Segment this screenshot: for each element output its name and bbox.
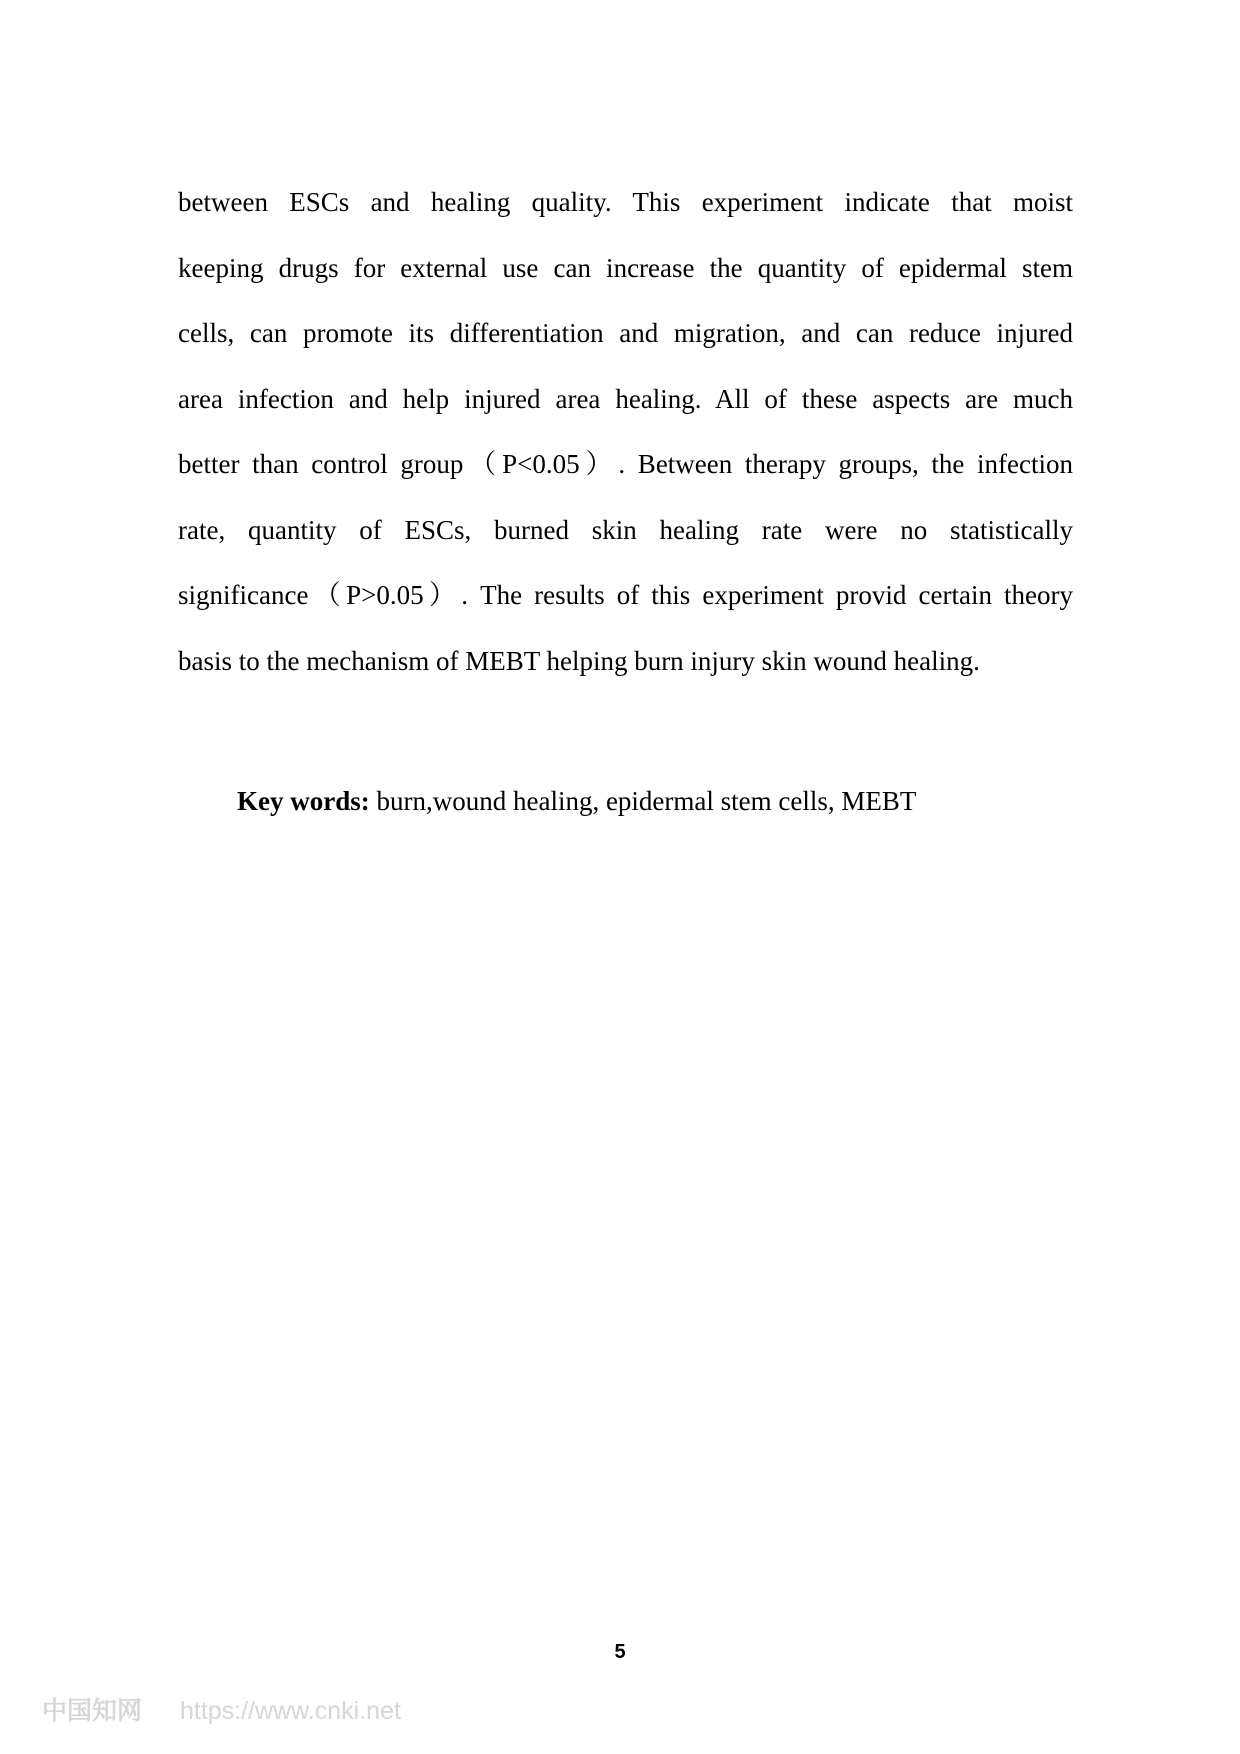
abstract-line: significance（P>0.05）. The results of this experiment provid certain theory: [178, 580, 1073, 610]
abstract-line: keeping drugs for external use can increase the quantity of epidermal stem: [178, 252, 1073, 283]
abstract-line: cells, can promote its differentiation and migration, and can reduce injured: [178, 318, 1073, 348]
keywords-paragraph: [237, 786, 916, 816]
abstract-line: rate, quantity of ESCs, burned skin healing rate were no statistically: [178, 514, 1073, 545]
abstract-line: area infection and help injured area healing. All of these aspects are much: [178, 383, 1073, 414]
abstract-body: [178, 188, 1073, 712]
abstract-line: basis to the mechanism of MEBT helping burn injury skin wound healing.: [178, 645, 980, 676]
watermark-url: https://www.cnki.net: [179, 1697, 401, 1725]
keywords-text: burn,wound healing, epidermal stem cells, MEBT: [369, 786, 917, 816]
keywords-label: Key words:: [237, 786, 370, 816]
abstract-line: better than control group（P<0.05）. Between therapy groups, the infection: [178, 449, 1073, 479]
page-number: 5: [614, 1641, 626, 1663]
watermark-site-name: 中国知网: [42, 1696, 143, 1725]
cnki-watermark: [42, 1696, 401, 1726]
abstract-line: between ESCs and healing quality. This experiment indicate that moist: [178, 187, 1073, 217]
